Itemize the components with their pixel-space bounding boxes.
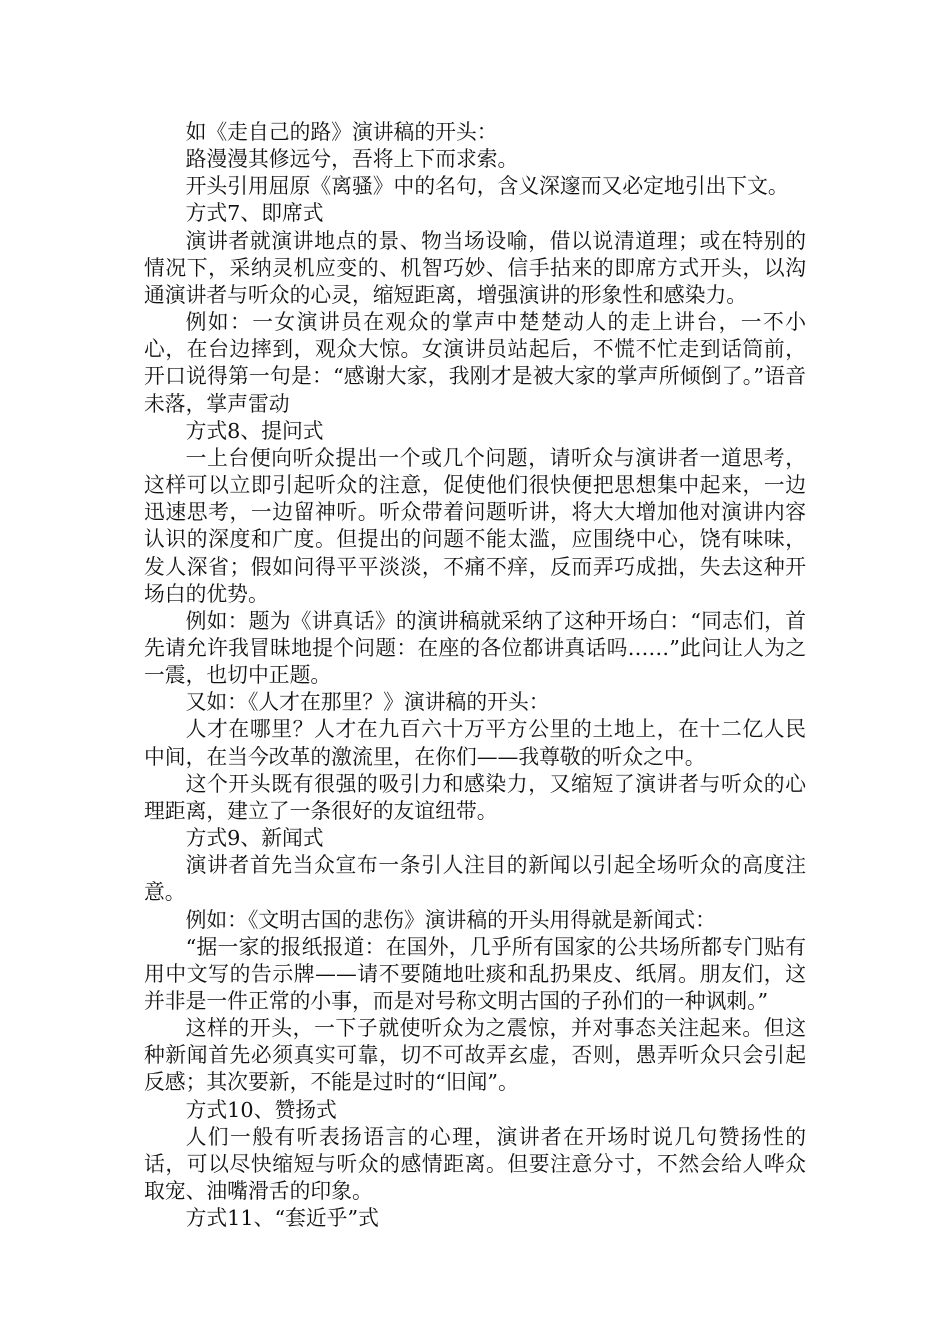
paragraph-quote-lisao: 路漫漫其修远兮，吾将上下而求索。 bbox=[185, 147, 519, 172]
paragraph-method-9-body: 演讲者首先当众宣布一条引人注目的新闻以引起全场听众的高度注意。 bbox=[144, 853, 806, 905]
paragraph-quote-explanation: 开头引用屈原《离骚》中的名句，含义深邃而又必定地引出下文。 bbox=[185, 174, 789, 199]
section-heading-method-8: 方式8、提问式 bbox=[185, 418, 324, 443]
paragraph-method-8-example-2-comment: 这个开头既有很强的吸引力和感染力，又缩短了演讲者与听众的心理距离，建立了一条很好的友谊纽带。 bbox=[144, 771, 806, 823]
paragraph-method-8-example-2-quote: 人才在哪里？人才在九百六十万平方公里的土地上，在十二亿人民中间，在当今改革的激流里，在你们——我尊敬的听众之中。 bbox=[144, 717, 806, 769]
paragraph-method-7-example: 例如：一女演讲员在观众的掌声中楚楚动人的走上讲台，一不小心，在台边摔到，观众大惊。女演讲员站起后，不慌不忙走到话筒前，开口说得第一句是：“感谢大家，我刚才是被大家的掌声所倾倒了。”语音未落，掌声雷动 bbox=[144, 310, 806, 416]
paragraph-method-9-comment: 这样的开头，一下子就使听众为之震惊，并对事态关注起来。但这种新闻首先必须真实可靠，切不可故弄玄虚，否则，愚弄听众只会引起反感；其次要新，不能是过时的“旧闻”。 bbox=[144, 1016, 806, 1095]
section-heading-method-9: 方式9、新闻式 bbox=[185, 826, 324, 851]
paragraph-method-10-body: 人们一般有听表扬语言的心理，演讲者在开场时说几句赞扬性的话，可以尽快缩短与听众的感情距离。但要注意分寸，不然会给人哗众取宠、油嘴滑舌的印象。 bbox=[144, 1124, 806, 1204]
paragraph-method-8-example-2-intro: 又如：《人才在那里？》演讲稿的开头： bbox=[185, 690, 550, 715]
paragraph-method-9-example-quote: “据一家的报纸报道：在国外，几乎所有国家的公共场所都专门贴有用中文写的告示牌——请不要随地吐痰和乱扔果皮、纸屑。朋友们，这并非是一件正常的小事，而是对号称文明古国的子孙们的一种讽刺。” bbox=[144, 934, 806, 1013]
section-heading-method-11: 方式11、“套近乎”式 bbox=[185, 1206, 379, 1231]
paragraph-method-8-body: 一上台便向听众提出一个或几个问题，请听众与演讲者一道思考，这样可以立即引起听众的注意，促使他们很快便把思想集中起来，一边迅速思考，一边留神听。听众带着问题听讲，将大大增加他对演讲内容认识的深度和广度。但提出的问题不能太滥，应围绕中心，饶有味味，发人深省；假如问得平平淡淡，不痛不痒，反而弄巧成拙，失去这种开场白的优势。 bbox=[144, 445, 806, 606]
paragraph-intro-example: 如《走自己的路》演讲稿的开头： bbox=[185, 120, 498, 144]
document-body bbox=[144, 119, 806, 1232]
paragraph-method-7-body: 演讲者就演讲地点的景、物当场设喻，借以说清道理；或在特别的情况下，采纳灵机应变的、机智巧妙、信手拈来的即席方式开头，以沟通演讲者与听众的心灵，缩短距离，增强演讲的形象性和感染力。 bbox=[144, 228, 806, 307]
section-heading-method-7: 方式7、即席式 bbox=[185, 201, 324, 226]
paragraph-method-8-example: 例如：题为《讲真话》的演讲稿就采纳了这种开场白：“同志们，首先请允许我冒昧地提个问题：在座的各位都讲真话吗……”此问让人为之一震，也切中正题。 bbox=[144, 608, 806, 688]
section-heading-method-10: 方式10、赞扬式 bbox=[185, 1097, 337, 1122]
paragraph-method-9-example-intro: 例如：《文明古国的悲伤》演讲稿的开头用得就是新闻式： bbox=[185, 907, 716, 932]
